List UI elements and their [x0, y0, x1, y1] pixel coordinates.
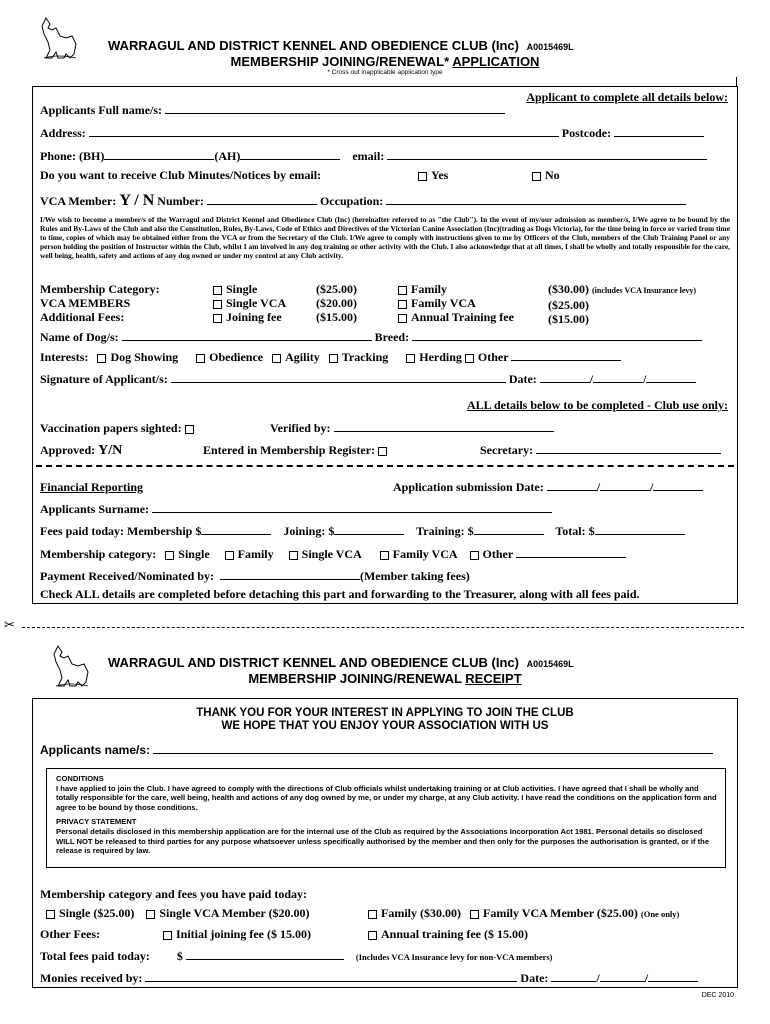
- category-options-left: [213, 282, 286, 324]
- category-labels: Membership Category: VCA MEMBERS Additional Fees:: [40, 282, 160, 324]
- category-fees-right: ($30.00) (includes VCA Insurance levy) ($25.00) ($15.00): [548, 282, 697, 326]
- phone-bh-field[interactable]: [104, 159, 214, 160]
- full-name-field[interactable]: [165, 113, 505, 114]
- receipt-family[interactable]: Family ($30.00): [368, 906, 461, 920]
- secretary-field[interactable]: [536, 453, 721, 454]
- surname-field[interactable]: [152, 512, 552, 513]
- vca-row: VCA Member: Y / N Number: Occupation:: [40, 192, 686, 210]
- receipt-club-name: WARRAGUL AND DISTRICT KENNEL AND OBEDIENCE CLUB (Inc) A0015469L: [108, 655, 574, 670]
- submission-date-row: Application submission Date: / /: [393, 480, 703, 495]
- receipt-family-vca[interactable]: Family VCA Member ($25.00): [470, 906, 638, 920]
- vaccination-row: Vaccination papers sighted:: [40, 421, 198, 436]
- fin-single[interactable]: Single: [165, 547, 209, 561]
- secretary-row: Secretary:: [480, 443, 721, 458]
- family-checkbox[interactable]: [398, 286, 407, 295]
- fin-checkbox[interactable]: [165, 551, 174, 560]
- single-vca-option[interactable]: Single VCA: [213, 296, 286, 310]
- fin-other[interactable]: Other: [470, 547, 513, 561]
- receipt-title: MEMBERSHIP JOINING/RENEWAL RECEIPT: [248, 671, 522, 686]
- occupation-field[interactable]: [386, 204, 686, 205]
- receipt-single-vca[interactable]: Single VCA Member ($20.00): [146, 906, 309, 920]
- training-fee-field[interactable]: [474, 534, 544, 535]
- receipt-name-field[interactable]: [153, 753, 713, 754]
- receipt-checkbox[interactable]: [46, 910, 55, 919]
- date-day-field[interactable]: [540, 382, 590, 383]
- receipt-date-month[interactable]: [600, 981, 645, 982]
- no-checkbox[interactable]: [532, 172, 541, 181]
- vca-yn[interactable]: Y / N: [119, 192, 155, 209]
- single-option[interactable]: Single: [213, 282, 286, 296]
- fin-family[interactable]: Family: [225, 547, 274, 561]
- interest-checkbox[interactable]: [97, 354, 106, 363]
- privacy-heading: PRIVACY STATEMENT: [56, 817, 137, 827]
- email-field[interactable]: [387, 159, 707, 160]
- phone-ah-field[interactable]: [240, 159, 340, 160]
- category-options-right: [398, 282, 514, 324]
- receipt-initial-joining[interactable]: Initial joining fee ($ 15.00): [163, 927, 311, 942]
- receipt-date-year[interactable]: [648, 981, 698, 982]
- interest-checkbox[interactable]: [329, 354, 338, 363]
- fin-checkbox[interactable]: [289, 551, 298, 560]
- interest-agility[interactable]: Agility: [272, 350, 320, 364]
- receipt-name-row: Applicants name/s:: [40, 743, 713, 757]
- fin-family-vca[interactable]: Family VCA: [380, 547, 458, 561]
- minutes-row: Do you want to receive Club Minutes/Notices by email:: [40, 168, 322, 182]
- interest-herding[interactable]: Herding: [406, 350, 462, 364]
- family-vca-option[interactable]: Family VCA: [398, 296, 514, 310]
- vca-number-field[interactable]: [207, 204, 317, 205]
- interest-other[interactable]: Other: [465, 350, 508, 364]
- minutes-yes[interactable]: Yes: [418, 168, 448, 183]
- joining-fee-field[interactable]: [334, 534, 404, 535]
- fin-single-vca[interactable]: Single VCA: [289, 547, 362, 561]
- receipt-total-field[interactable]: [186, 959, 344, 960]
- fin-checkbox[interactable]: [380, 551, 389, 560]
- interest-checkbox[interactable]: [406, 354, 415, 363]
- receipt-category-options: [46, 906, 310, 921]
- reg-number: A0015469L: [526, 42, 574, 52]
- dog-row: Name of Dog/s: Breed:: [40, 330, 702, 345]
- full-name-row: Applicants Full name/s:: [40, 103, 505, 118]
- interest-dog-showing[interactable]: Dog Showing: [97, 350, 178, 364]
- interest-obedience[interactable]: Obedience: [196, 350, 263, 364]
- receipt-date-day[interactable]: [551, 981, 596, 982]
- phone-row: Phone: (BH) (AH) email:: [40, 149, 707, 164]
- category-fees-left: ($25.00) ($20.00) ($15.00): [316, 282, 357, 324]
- total-fee-field[interactable]: [595, 534, 685, 535]
- receipt-annual-training[interactable]: Annual training fee ($ 15.00): [368, 927, 528, 942]
- privacy-text: Personal details disclosed in this membership application are for the internal use of the Club as required by the Associations Incorporation Act 1981. Personal details so disclosed WILL NOT be released to third parties for any purpose whatsoever unless specifically authorised by the member and then only for the purposes the authorisation is granted, or if the release is required by law.: [56, 826, 710, 856]
- receipt-checkbox[interactable]: [368, 910, 377, 919]
- annual-training-checkbox[interactable]: [398, 314, 407, 323]
- register-checkbox[interactable]: [378, 447, 387, 456]
- interest-tracking[interactable]: Tracking: [329, 350, 388, 364]
- approved-row: Approved: Y/N: [40, 443, 123, 458]
- signature-row: Signature of Applicant/s: Date: / /: [40, 372, 696, 387]
- receipt-total-row: Total fees paid today: $ (Includes VCA Insurance levy for non-VCA members): [40, 949, 553, 963]
- dog-name-field[interactable]: [122, 340, 372, 341]
- other-interest-field[interactable]: [511, 360, 621, 361]
- interests-row: Interests: Dog Showing Obedience Agility Tracking Herding Other: [40, 350, 621, 365]
- interest-checkbox[interactable]: [272, 354, 281, 363]
- single-checkbox[interactable]: [213, 286, 222, 295]
- yes-checkbox[interactable]: [418, 172, 427, 181]
- submission-year-field[interactable]: [653, 490, 703, 491]
- fin-checkbox[interactable]: [470, 551, 479, 560]
- joining-fee-option[interactable]: Joining fee: [213, 310, 286, 324]
- fin-other-field[interactable]: [516, 557, 626, 558]
- receipt-single[interactable]: Single ($25.00): [46, 906, 134, 920]
- family-vca-checkbox[interactable]: [398, 300, 407, 309]
- conditions-text: I have applied to join the Club. I have agreed to comply with the directions of Club officials whilst undertaking training or at Club activities. I have agreed that I shall be wholly and totally responsible for the care, well being, health and actions of any dog owned by me, or under my charge, at any Club activity. I have read the conditions on the application form and agree to be bound by those conditions.: [56, 783, 717, 812]
- check-text: Check ALL details are completed before detaching this part and forwarding to the Treasurer, along with all fees paid.: [40, 587, 640, 601]
- financial-heading: Financial Reporting: [40, 480, 144, 494]
- signature-field[interactable]: [171, 382, 506, 383]
- approved-yn[interactable]: Y/N: [98, 443, 123, 458]
- footer-date: DEC 2010: [701, 992, 734, 999]
- receipt-monies-field[interactable]: [145, 981, 517, 982]
- address-field[interactable]: [89, 136, 559, 137]
- conditions-heading: CONDITIONS: [56, 774, 104, 783]
- applicant-instruction: Applicant to complete all details below:: [526, 90, 728, 104]
- receipt-monies-row: Monies received by: Date: / /: [40, 971, 698, 986]
- date-year-field[interactable]: [646, 382, 696, 383]
- interest-checkbox[interactable]: [465, 354, 474, 363]
- financial-category-row: Membership category: Single Family Single VCA Family VCA Other: [40, 547, 626, 562]
- vaccination-checkbox[interactable]: [185, 425, 194, 434]
- single-vca-checkbox[interactable]: [213, 300, 222, 309]
- interest-checkbox[interactable]: [196, 354, 205, 363]
- date-month-field[interactable]: [593, 382, 643, 383]
- submission-month-field[interactable]: [600, 490, 650, 491]
- register-row: Entered in Membership Register:: [203, 443, 391, 458]
- postcode-field[interactable]: [614, 136, 704, 137]
- receipt-checkbox[interactable]: [470, 910, 479, 919]
- submission-day-field[interactable]: [547, 490, 597, 491]
- receipt-reg-number: A0015469L: [526, 659, 574, 669]
- surname-row: Applicants Surname:: [40, 502, 552, 517]
- annual-training-option[interactable]: Annual Training fee: [398, 310, 514, 324]
- receipt-checkbox[interactable]: [368, 931, 377, 940]
- verified-field[interactable]: [334, 431, 554, 432]
- address-row: Address: Postcode:: [40, 126, 704, 141]
- fees-row: Fees paid today: Membership $ Joining: $ Training: $ Total: $: [40, 524, 685, 539]
- breed-field[interactable]: [412, 340, 702, 341]
- receipt-category-heading: Membership category and fees you have paid today:: [40, 887, 307, 901]
- club-use-heading: ALL details below to be completed - Club use only:: [466, 398, 728, 412]
- cut-line: [22, 627, 744, 628]
- receipt-checkbox[interactable]: [163, 931, 172, 940]
- receipt-checkbox[interactable]: [146, 910, 155, 919]
- form-title: MEMBERSHIP JOINING/RENEWAL* APPLICATION: [230, 54, 540, 69]
- conditions-content: [56, 774, 720, 856]
- joining-fee-checkbox[interactable]: [213, 314, 222, 323]
- payment-row: Payment Received/Nominated by: (Member taking fees): [40, 569, 470, 583]
- verified-row: Verified by:: [270, 421, 554, 436]
- receipt-other-fees-row: Other Fees:: [40, 927, 101, 941]
- family-option[interactable]: Family: [398, 282, 514, 296]
- minutes-no[interactable]: No: [532, 168, 560, 183]
- membership-fee-field[interactable]: [201, 534, 271, 535]
- declaration-text: I/We wish to become a member/s of the Warragul and District Kennel and Obedience Club (Inc) (hereinafter referred to as "the Club"). In the event of my/our admission as member/s, I/We agree to be bound by the Rules and By-Laws of the Club and also the Constitution, Rules, By-Laws, Code of Ethics and Directives of the Victorian Canine Association (Inc)(trading as Dogs Victoria), for the time being in force or varied from time to time, copies of which may be obtained either from the VCA or from the Secretary of the Club. I/We agree to comply with instructions given to me by Officers of the Club, members of the Club Training Panel or any person holding the position of Instructor within the Club, whilst I am involved in any dog training or other activity with the Club. I also acknowledge that at all times, I shall be wholly and totally responsible for the care, well being, health, safety and actions of any dog owned or under my control at any Club activity.: [40, 215, 730, 260]
- fin-checkbox[interactable]: [225, 551, 234, 560]
- form-note: * Cross out inapplicable application type: [327, 69, 443, 76]
- receipt-thanks: THANK YOU FOR YOUR INTEREST IN APPLYING TO JOIN THE CLUB WE HOPE THAT YOU ENJOY YOUR ASSOCIATION WITH US: [196, 707, 574, 732]
- payment-field[interactable]: [220, 579, 360, 580]
- receipt-family-options: Family ($30.00) Family VCA Member ($25.00) (One only): [368, 906, 679, 921]
- club-name: WARRAGUL AND DISTRICT KENNEL AND OBEDIENCE CLUB (Inc) A0015469L: [108, 38, 574, 53]
- scissors-icon: ✂: [4, 618, 15, 633]
